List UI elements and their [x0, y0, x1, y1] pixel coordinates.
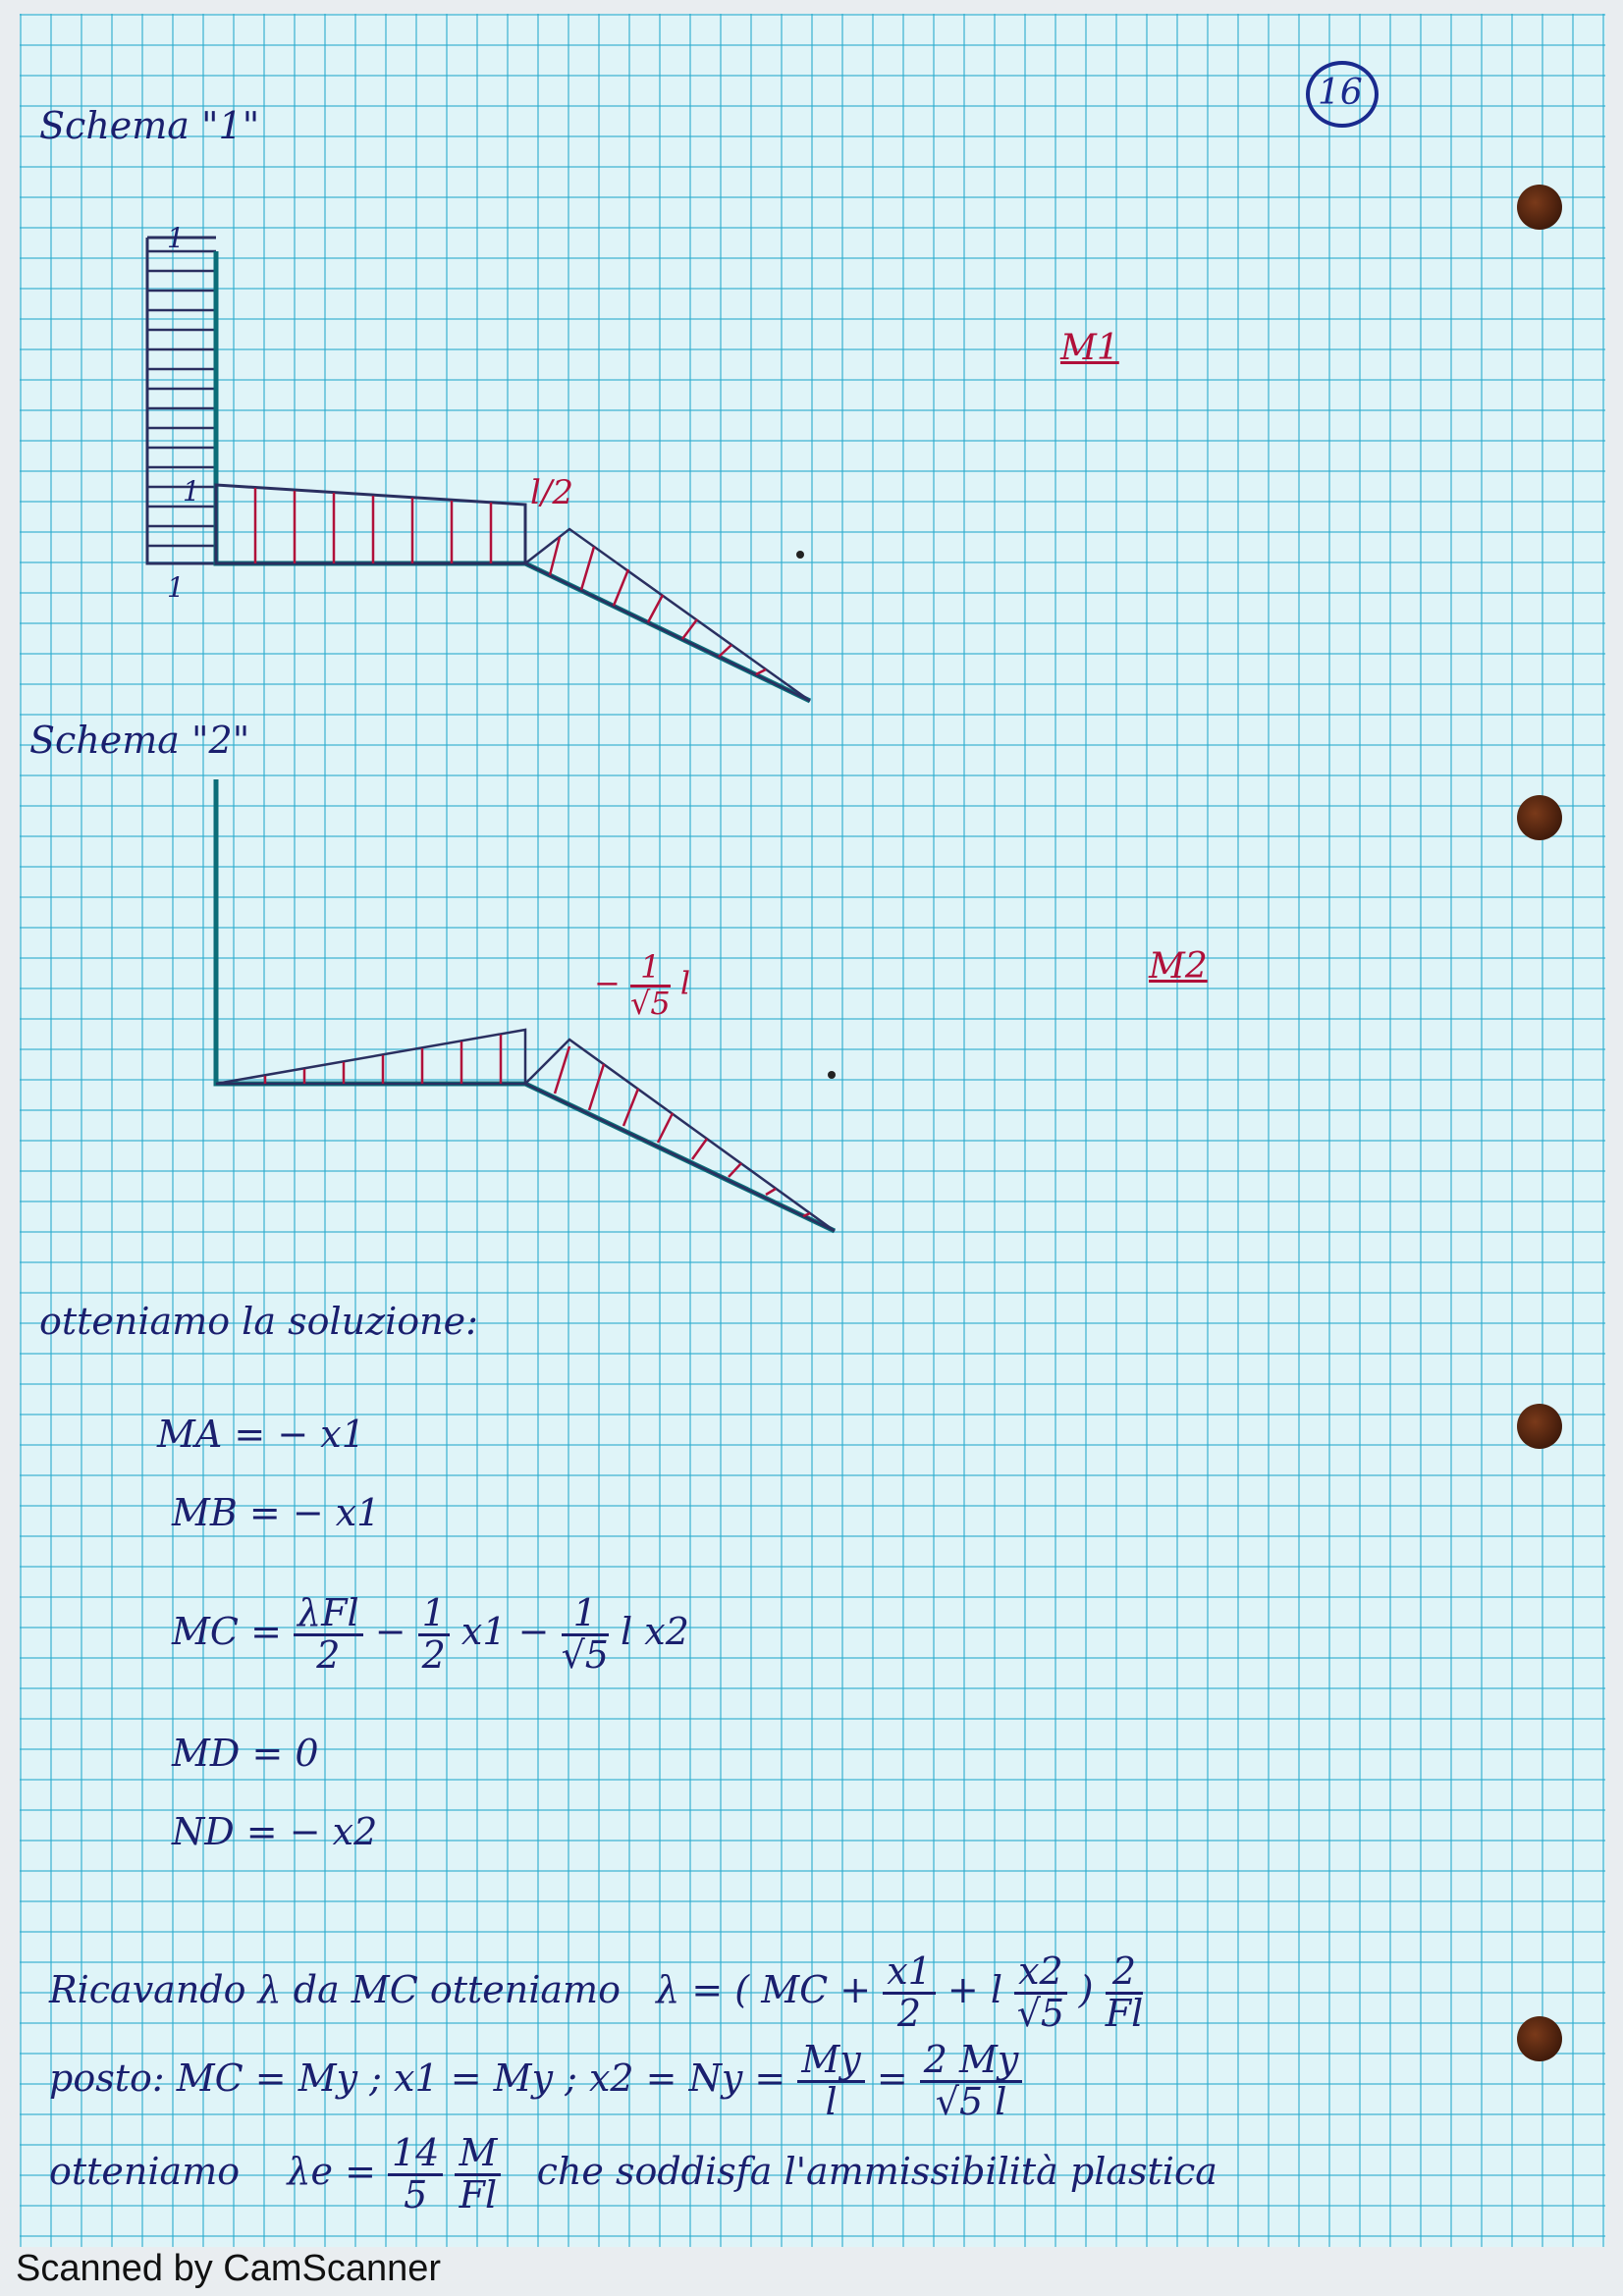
scanner-watermark: Scanned by CamScanner: [16, 2248, 442, 2289]
scheme1-diagram-label: M1: [1060, 328, 1119, 368]
scheme2-value-label: − $\frac{1}{√5}$ l: [594, 948, 691, 1022]
scheme1-label-top: 1: [167, 222, 185, 254]
moment-diagrams: [20, 14, 1605, 2247]
eq-ND: ND = − x2: [172, 1810, 378, 1853]
scheme1-diagram: [147, 238, 810, 701]
eq-MD: MD = 0: [172, 1732, 319, 1775]
scheme1-title: Schema "1": [39, 104, 260, 147]
bottom-line-3: otteniamo λe = $\frac{14}{5}$ $\frac{M}{Fl}$ che soddisfa l'ammissibilità plastica: [49, 2131, 1217, 2216]
eq-MC: MC = $\frac{\text{λFl}}{2}$ − $\frac{1}{2}$ x1 − $\frac{1}{√5}$ l x2: [172, 1591, 689, 1677]
scheme2-diagram: [216, 779, 836, 1231]
scheme2-diagram-label: M2: [1149, 946, 1208, 987]
page-number: 16: [1318, 73, 1363, 113]
eq-MB: MB = − x1: [172, 1491, 381, 1534]
scheme2-title: Schema "2": [29, 719, 250, 762]
eq-MA: MA = − x1: [157, 1413, 365, 1456]
bottom-line-2: posto: MC = My ; x1 = My ; x2 = Ny = $\frac{My}{l}$ = $\frac{2 My}{√5 l}$: [49, 2041, 1022, 2122]
scheme1-label-bottom: 1: [167, 571, 185, 604]
bottom-line-1: Ricavando λ da MC otteniamo λ = ( MC + $\frac{x1}{2}$ + l $\frac{x2}{√5}$ ) $\frac{2}{Fl}$: [49, 1949, 1144, 2035]
solution-intro: otteniamo la soluzione:: [39, 1300, 478, 1343]
scheme1-label-mid: 1: [183, 475, 200, 507]
notebook-page: [20, 14, 1605, 2247]
scheme1-label-right: l/2: [530, 473, 573, 512]
